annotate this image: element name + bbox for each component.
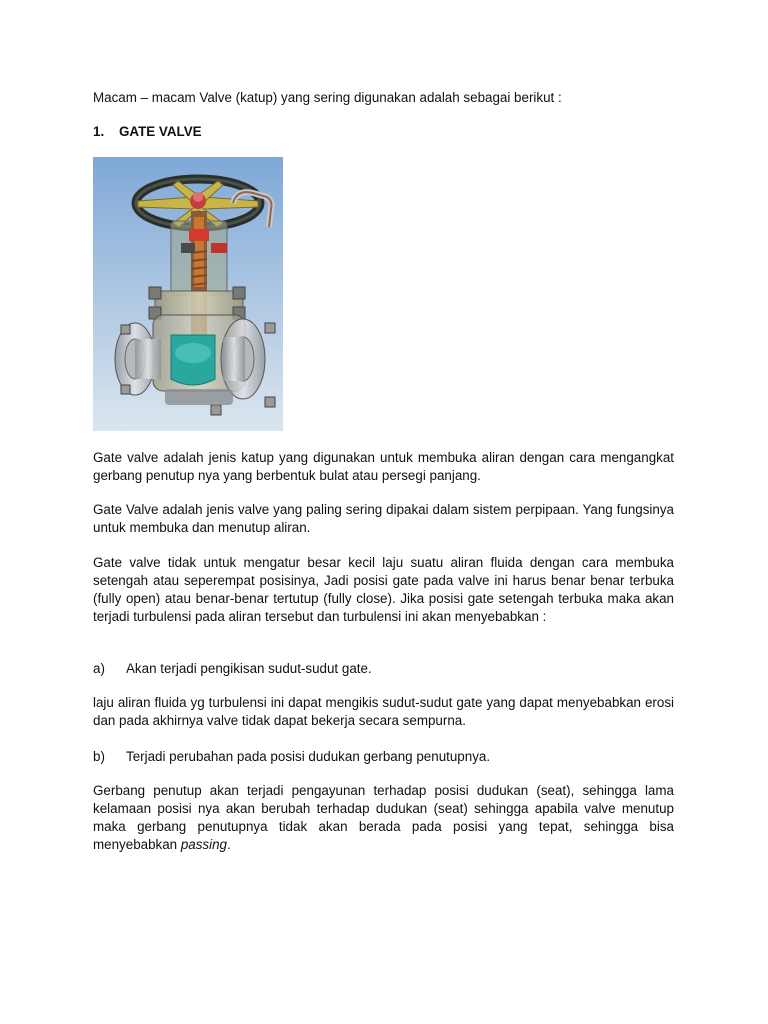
list-text: Terjadi perubahan pada posisi dudukan gerbang penutupnya. (126, 749, 491, 764)
paragraph-usage: Gate Valve adalah jenis valve yang paling sering dipakai dalam sistem perpipaan. Yang fungsinya untuk membuka dan menutup aliran. (93, 502, 674, 535)
section-heading (93, 123, 674, 141)
list-marker: a) (93, 661, 105, 676)
section-title: GATE VALVE (119, 124, 202, 139)
paragraph-end: . (227, 837, 231, 852)
paragraph-text: Gerbang penutup akan terjadi pengayunan terhadap posisi dudukan (seat), sehingga lama kelamaan posisi nya akan berubah terhadap dudukan (seat) sehingga apabila valve menutup maka gerbang penutupnya tidak akan berada pada posisi yang tepat, sehingga bisa menyebabkan (93, 783, 674, 852)
intro-text: Macam – macam Valve (katup) yang sering digunakan adalah sebagai berikut : (93, 90, 562, 105)
list-item-b (93, 748, 674, 766)
paragraph-erosion: laju aliran fluida yg turbulensi ini dapat mengikis sudut-sudut gate yang dapat menyebabkan erosi dan pada akhirnya valve tidak dapat bekerja secara sempurna. (93, 695, 674, 728)
paragraph-seat-shift (93, 782, 674, 854)
italic-term: passing (180, 837, 227, 852)
list-item-a (93, 660, 674, 678)
section-number: 1. (93, 124, 105, 139)
paragraph-definition: Gate valve adalah jenis katup yang digunakan untuk membuka aliran dengan cara mengangkat gerbang penutup nya yang berbentuk bulat atau persegi panjang. (93, 450, 674, 483)
paragraph-operation: Gate valve tidak untuk mengatur besar kecil laju suatu aliran fluida dengan cara membuka setengah atau seperempat posisinya, Jadi posisi gate pada valve ini harus benar benar terbuka (fully open) atau benar-benar tertutup (fully close). Jika posisi gate setengah terbuka maka akan terjadi turbulensi pada aliran tersebut dan turbulensi ini akan menyebabkan : (93, 555, 674, 624)
list-text: Akan terjadi pengikisan sudut-sudut gate. (126, 661, 372, 676)
list-marker: b) (93, 749, 105, 764)
gate-valve-illustration (93, 157, 283, 431)
